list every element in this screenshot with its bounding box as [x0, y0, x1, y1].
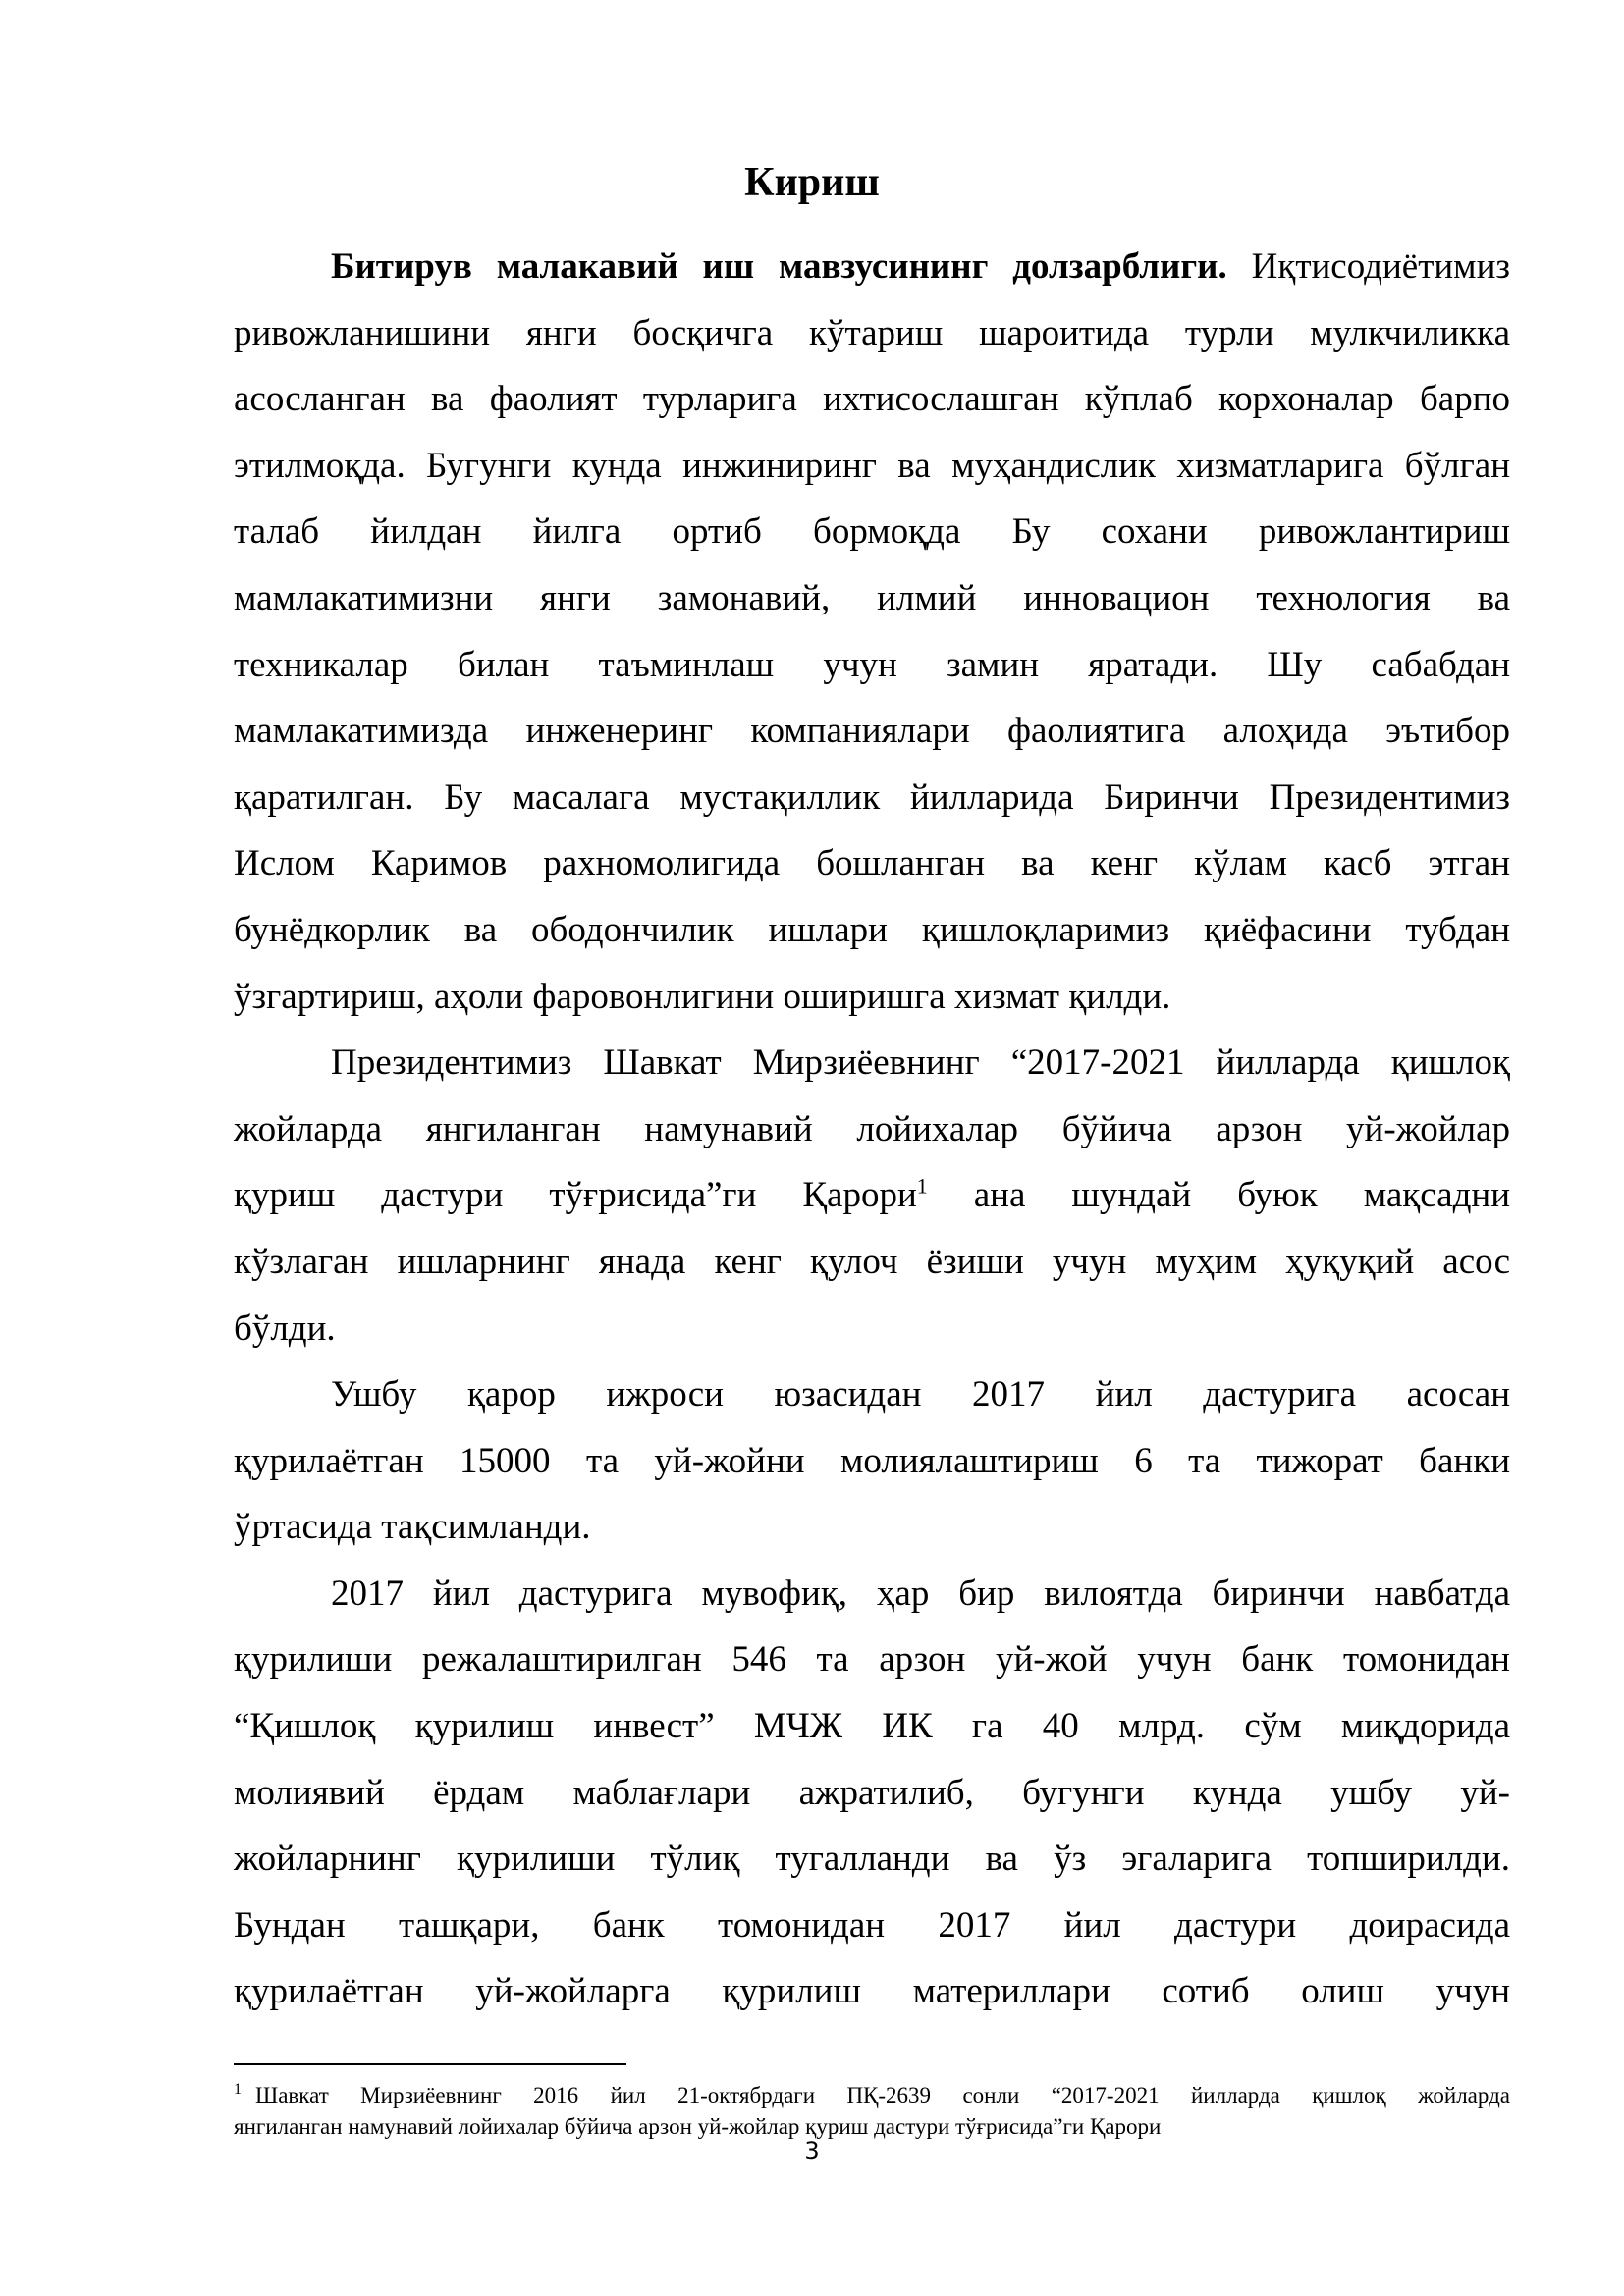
- text-line: қаратилган. Бу масалага мустақиллик йилларида Биринчи Президентимиз: [234, 776, 1510, 818]
- text-line: талаб йилдан йилга ортиб бормоқда Бу сохани ривожлантириш: [234, 511, 1510, 553]
- footnote-line: $^1$ Шавкат Мирзиёевнинг 2016 йил 21-октябрдаги ПҚ-2639 сонли “2017-2021 йилларда қишлоқ жойларда: [234, 2081, 1510, 2108]
- text-line: ўзгартириш, аҳоли фаровонлигини оширишга хизмат қилди.: [234, 976, 1171, 1017]
- footnote-separator: [234, 2063, 626, 2065]
- text-line: молиявий ёрдам маблағлари ажратилиб, бугунги кунда ушбу уй-: [234, 1772, 1510, 1813]
- text-line: кўзлаган ишларнинг янада кенг қулоч ёзиши учун муҳим ҳуқуқий асос: [234, 1241, 1510, 1282]
- text-line: Ушбу қарор ижроси юзасидан 2017 йил дастурига асосан: [331, 1374, 1510, 1415]
- text-line: бўлди.: [234, 1308, 336, 1349]
- text-line: қурилиши режалаштирилган 546 та арзон уй-жой учун банк томонидан: [234, 1639, 1510, 1681]
- body-text: [234, 234, 1510, 2025]
- paragraph-decree: [234, 1030, 1510, 1362]
- page-number: 3: [804, 2137, 820, 2164]
- text-line: Президентимиз Шавкат Мирзиёевнинг “2017-2021 йилларда қишлоқ: [331, 1042, 1510, 1084]
- text-line: 2017 йил дастурига мувофиқ, ҳар бир вилоятда биринчи навбатда: [331, 1573, 1510, 1614]
- paragraph-distribution: [234, 1362, 1510, 1561]
- text-line: Бундан ташқари, банк томонидан 2017 йил дастури доирасида: [234, 1904, 1510, 1946]
- text-line: жойларда янгиланган намунавий лойихалар бўйича арзон уй-жойлар: [234, 1108, 1510, 1149]
- text-line: “Қишлоқ қурилиш инвест” МЧЖ ИК га 40 млрд. сўм миқдорида: [234, 1706, 1510, 1747]
- text-line: қурилаётган 15000 та уй-жойни молиялаштириш 6 та тижорат банки: [234, 1440, 1510, 1481]
- paragraph-program-2017: [234, 1561, 1510, 2025]
- text-line: Ислом Каримов рахномолигида бошланган ва кенг кўлам касб этган: [234, 843, 1510, 884]
- footnote-line: янгиланган намунавий лойихалар бўйича арзон уй-жойлар қуриш дастури тўғрисида”ги Қарори: [234, 2114, 1162, 2139]
- text-line: асосланган ва фаолият турларига ихтисослашган кўплаб корхоналар барпо: [234, 379, 1510, 420]
- text-line: бунёдкорлик ва ободончилик ишлари қишлоқларимиз қиёфасини тубдан: [234, 909, 1510, 950]
- text-line: жойларнинг қурилиши тўлиқ тугалланди ва ўз эгаларига топширилди.: [234, 1839, 1510, 1880]
- footnote-reference[interactable]: 1: [916, 1173, 928, 1199]
- footnote: [234, 2080, 1510, 2143]
- paragraph-lead: Битирув малакавий иш мавзусининг долзарблиги.: [331, 246, 1227, 287]
- text-line: Битирув малакавий иш мавзусининг долзарблиги. Иқтисодиётимиз: [331, 246, 1511, 287]
- text-line: қуриш дастури тўғрисида”ги Қарори$^1$ ана шундай буюк мақсадни: [234, 1173, 1510, 1216]
- page-title: Кириш: [744, 160, 880, 205]
- text-line: мамлакатимизда инженеринг компаниялари фаолиятига алоҳида эътибор: [234, 711, 1510, 752]
- text-line: этилмоқда. Бугунги кунда инжиниринг ва муҳандислик хизматларига бўлган: [234, 445, 1510, 486]
- text-line: ўртасида тақсимланди.: [234, 1507, 591, 1548]
- text-line: техникалар билан таъминлаш учун замин яратади. Шу сабабдан: [234, 644, 1510, 685]
- paragraph-relevance: [234, 234, 1510, 1030]
- footnote-number: 1: [234, 2081, 242, 2099]
- text-line: ривожланишини янги босқичга кўтариш шароитида турли мулкчиликка: [234, 312, 1510, 353]
- text-line: қурилаётган уй-жойларга қурилиш материллари сотиб олиш учун: [234, 1971, 1510, 2012]
- text-line: мамлакатимизни янги замонавий, илмий инновацион технология ва: [234, 577, 1510, 618]
